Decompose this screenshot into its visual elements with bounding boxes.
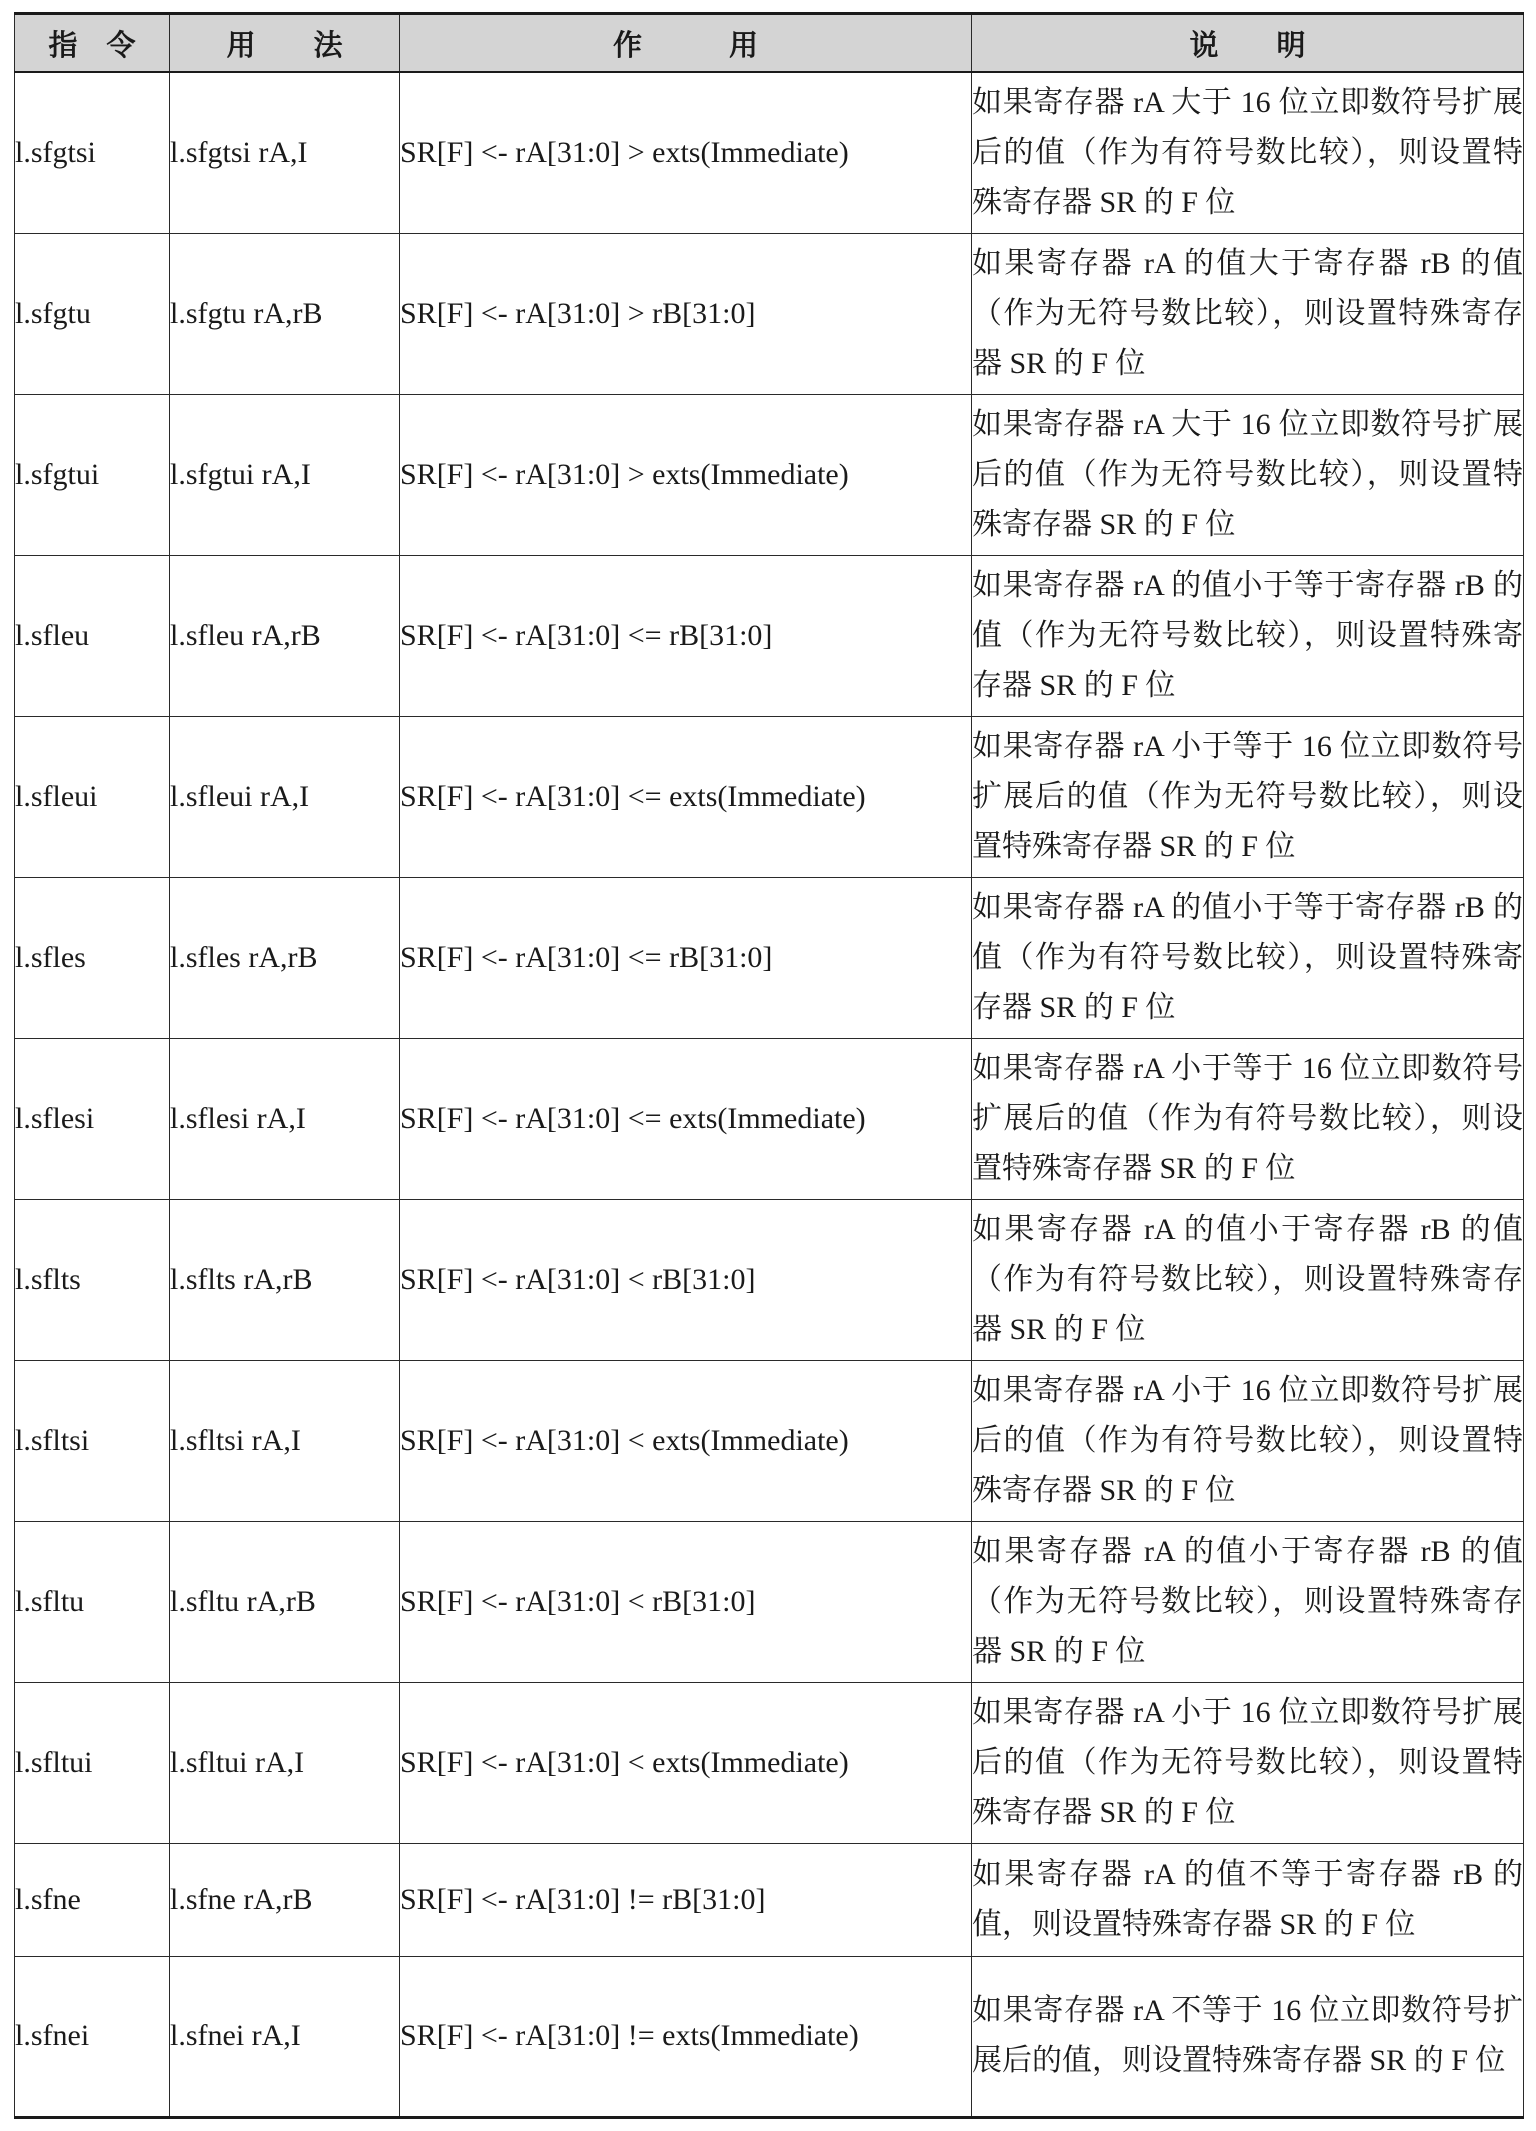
instruction-cell: l.sfgtu [15, 233, 170, 394]
description-cell: 如果寄存器 rA 小于等于 16 位立即数符号扩展后的值（作为有符号数比较），则设置特殊寄存器 SR 的 F 位 [972, 1038, 1524, 1199]
table-row [15, 233, 1524, 394]
usage-cell: l.sfleu rA,rB [170, 555, 400, 716]
table-row [15, 555, 1524, 716]
usage-cell: l.sflts rA,rB [170, 1199, 400, 1360]
table-row [15, 1956, 1524, 2117]
usage-cell: l.sfgtsi rA,I [170, 72, 400, 233]
effect-cell: SR[F] <- rA[31:0] < rB[31:0] [400, 1199, 972, 1360]
header-instruction: 指 令 [15, 14, 170, 73]
usage-cell: l.sfne rA,rB [170, 1843, 400, 1956]
table-row [15, 394, 1524, 555]
table-row [15, 1199, 1524, 1360]
effect-cell: SR[F] <- rA[31:0] < rB[31:0] [400, 1521, 972, 1682]
usage-cell: l.sflesi rA,I [170, 1038, 400, 1199]
table-row [15, 72, 1524, 233]
usage-cell: l.sfltsi rA,I [170, 1360, 400, 1521]
description-cell: 如果寄存器 rA 的值不等于寄存器 rB 的值，则设置特殊寄存器 SR 的 F 位 [972, 1843, 1524, 1956]
header-usage: 用 法 [170, 14, 400, 73]
effect-cell: SR[F] <- rA[31:0] > rB[31:0] [400, 233, 972, 394]
table-row [15, 716, 1524, 877]
description-cell: 如果寄存器 rA 的值小于等于寄存器 rB 的值（作为无符号数比较），则设置特殊寄存器 SR 的 F 位 [972, 555, 1524, 716]
effect-cell: SR[F] <- rA[31:0] <= rB[31:0] [400, 877, 972, 1038]
effect-cell: SR[F] <- rA[31:0] > exts(Immediate) [400, 394, 972, 555]
instruction-cell: l.sfleui [15, 716, 170, 877]
effect-cell: SR[F] <- rA[31:0] <= exts(Immediate) [400, 1038, 972, 1199]
effect-cell: SR[F] <- rA[31:0] != rB[31:0] [400, 1843, 972, 1956]
instruction-cell: l.sfltu [15, 1521, 170, 1682]
effect-cell: SR[F] <- rA[31:0] < exts(Immediate) [400, 1360, 972, 1521]
instruction-cell: l.sfgtsi [15, 72, 170, 233]
instruction-cell: l.sfleu [15, 555, 170, 716]
table-body [15, 72, 1524, 2117]
usage-cell: l.sfleui rA,I [170, 716, 400, 877]
instruction-cell: l.sfltui [15, 1682, 170, 1843]
usage-cell: l.sfles rA,rB [170, 877, 400, 1038]
instruction-cell: l.sfles [15, 877, 170, 1038]
description-cell: 如果寄存器 rA 的值小于寄存器 rB 的值（作为无符号数比较），则设置特殊寄存器 SR 的 F 位 [972, 1521, 1524, 1682]
instruction-cell: l.sflesi [15, 1038, 170, 1199]
description-cell: 如果寄存器 rA 大于 16 位立即数符号扩展后的值（作为有符号数比较），则设置特殊寄存器 SR 的 F 位 [972, 72, 1524, 233]
description-cell: 如果寄存器 rA 的值大于寄存器 rB 的值（作为无符号数比较），则设置特殊寄存器 SR 的 F 位 [972, 233, 1524, 394]
effect-cell: SR[F] <- rA[31:0] <= rB[31:0] [400, 555, 972, 716]
header-description: 说 明 [972, 14, 1524, 73]
description-cell: 如果寄存器 rA 小于等于 16 位立即数符号扩展后的值（作为无符号数比较），则设置特殊寄存器 SR 的 F 位 [972, 716, 1524, 877]
usage-cell: l.sfgtu rA,rB [170, 233, 400, 394]
description-cell: 如果寄存器 rA 的值小于寄存器 rB 的值（作为有符号数比较），则设置特殊寄存器 SR 的 F 位 [972, 1199, 1524, 1360]
table-row [15, 1360, 1524, 1521]
instruction-cell: l.sflts [15, 1199, 170, 1360]
instruction-cell: l.sfne [15, 1843, 170, 1956]
table-row [15, 1682, 1524, 1843]
usage-cell: l.sfltu rA,rB [170, 1521, 400, 1682]
description-cell: 如果寄存器 rA 小于 16 位立即数符号扩展后的值（作为有符号数比较），则设置特殊寄存器 SR 的 F 位 [972, 1360, 1524, 1521]
instruction-cell: l.sfltsi [15, 1360, 170, 1521]
effect-cell: SR[F] <- rA[31:0] > exts(Immediate) [400, 72, 972, 233]
effect-cell: SR[F] <- rA[31:0] <= exts(Immediate) [400, 716, 972, 877]
instruction-table [14, 12, 1524, 2119]
table-header [15, 14, 1524, 73]
table-row [15, 1843, 1524, 1956]
instruction-cell: l.sfgtui [15, 394, 170, 555]
table-row [15, 877, 1524, 1038]
usage-cell: l.sfltui rA,I [170, 1682, 400, 1843]
header-row [15, 14, 1524, 73]
effect-cell: SR[F] <- rA[31:0] != exts(Immediate) [400, 1956, 972, 2117]
header-effect: 作 用 [400, 14, 972, 73]
table-row [15, 1521, 1524, 1682]
description-cell: 如果寄存器 rA 大于 16 位立即数符号扩展后的值（作为无符号数比较），则设置特殊寄存器 SR 的 F 位 [972, 394, 1524, 555]
description-cell: 如果寄存器 rA 不等于 16 位立即数符号扩展后的值，则设置特殊寄存器 SR 的 F 位 [972, 1956, 1524, 2117]
instruction-cell: l.sfnei [15, 1956, 170, 2117]
usage-cell: l.sfgtui rA,I [170, 394, 400, 555]
usage-cell: l.sfnei rA,I [170, 1956, 400, 2117]
description-cell: 如果寄存器 rA 的值小于等于寄存器 rB 的值（作为有符号数比较），则设置特殊寄存器 SR 的 F 位 [972, 877, 1524, 1038]
description-cell: 如果寄存器 rA 小于 16 位立即数符号扩展后的值（作为无符号数比较），则设置特殊寄存器 SR 的 F 位 [972, 1682, 1524, 1843]
table-row [15, 1038, 1524, 1199]
effect-cell: SR[F] <- rA[31:0] < exts(Immediate) [400, 1682, 972, 1843]
